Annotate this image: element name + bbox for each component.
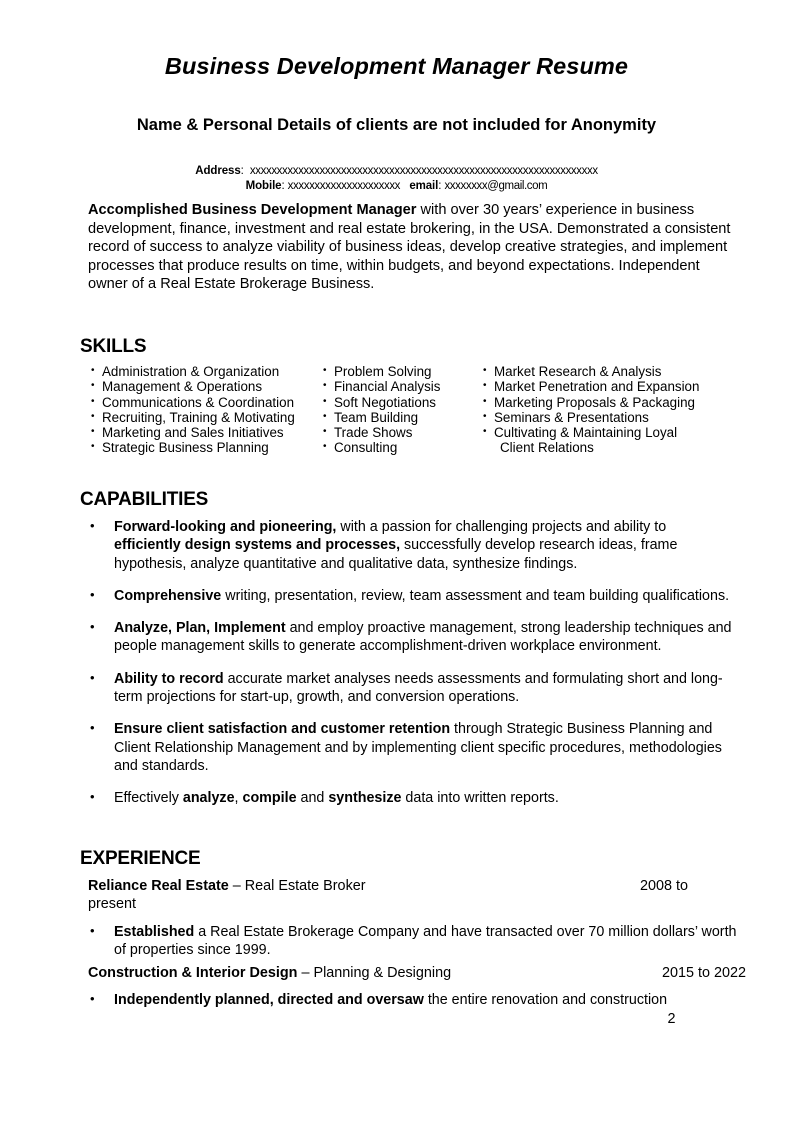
capability-text-second: successfully develop research ideas, frame hypothesis, analyze quantitative and qualitative data, synthesize findings. (114, 537, 678, 572)
capability-mid: , (234, 790, 243, 807)
experience-organization: Construction & Interior Design (88, 965, 298, 981)
profile-lead: Accomplished Business Development Manager (88, 202, 417, 218)
capability-text: writing, presentation, review, team assessment and team building qualifications. (221, 587, 730, 604)
capability-bold-lead: Forward-looking and pioneering, (114, 519, 337, 535)
section-heading-experience: EXPERIENCE (80, 848, 201, 869)
skill-item: • Administration & Organization (88, 364, 320, 379)
experience-bullet-text: the entire renovation and construction (423, 992, 668, 1009)
email-value: xxxxxxxx@gmail.com (444, 179, 548, 192)
skill-item: • Market Penetration and Expansion (480, 379, 704, 394)
skill-item: • Seminars & Presentations (480, 410, 704, 425)
capability-bold-lead: Comprehensive (114, 587, 222, 604)
address-value: xxxxxxxxxxxxxxxxxxxxxxxxxxxxxxxxxxxxxxxxxxxxxxxxxxxxxxxxxxxxxxxxx (249, 165, 598, 177)
capability-item (88, 670, 736, 707)
address-label: Address (195, 165, 241, 177)
capability-text: with a passion for challenging projects and ability to (336, 519, 667, 535)
capability-mid-second: and (296, 790, 329, 807)
skill-item: • Soft Negotiations (320, 395, 480, 410)
contact-address-line (60, 164, 733, 179)
experience-bullet-bold: Established (114, 923, 195, 940)
skill-item: • Consulting (320, 440, 480, 455)
capability-item (88, 587, 736, 605)
skill-item: • Recruiting, Training & Motivating (88, 410, 320, 425)
skills-column-1 (88, 364, 320, 456)
capability-bold-lead: Analyze, Plan, Implement (114, 620, 286, 637)
skill-item-continuation: Client Relations (500, 440, 594, 456)
capability-item (88, 619, 736, 656)
capability-bold-lead: Ability to record (114, 670, 224, 687)
experience-header (88, 877, 746, 895)
skill-item: • Financial Analysis (320, 379, 480, 394)
mobile-label: Mobile (245, 179, 282, 192)
capability-text: accurate market analyses needs assessments and formulating short and long-term projections for start-up, growth, and conversion operations. (114, 670, 723, 706)
experience-bullet-text: a Real Estate Brokerage Company and have transacted over 70 million dollars’ worth of properties since 1999. (114, 923, 737, 959)
capability-bold-lead: Ensure client satisfaction and customer retention (114, 721, 451, 738)
section-heading-skills: SKILLS (80, 336, 147, 357)
skill-item: • Marketing and Sales Initiatives (88, 425, 320, 440)
skills-columns (88, 364, 728, 456)
skill-item: • Marketing Proposals & Packaging (480, 395, 704, 410)
experience-role: – Planning & Designing (297, 965, 452, 981)
section-heading-capabilities: CAPABILITIES (80, 489, 209, 510)
mobile-value: xxxxxxxxxxxxxxxxxxxxx (287, 179, 401, 192)
email-label: email (409, 179, 439, 192)
skill-item: • Communications & Coordination (88, 395, 320, 410)
capability-item (88, 720, 736, 775)
experience-dates-wrap: present (88, 896, 136, 913)
capabilities-list (88, 518, 736, 808)
experience-header (88, 964, 746, 982)
contact-gap (400, 180, 409, 192)
skill-item: • Management & Operations (88, 379, 320, 394)
profile-summary (88, 201, 736, 294)
profile-body: with over 30 years’ experience in business development, finance, investment and real estate brokering, in the USA. Demonstrated a consistent record of success to analyze viability of business ideas, develop creative strategies, and implement processes that produce results on time, within budgets, and beyond expectations. Independent owner of a Real Estate Brokerage Business. (88, 202, 731, 293)
experience-bullets (88, 923, 746, 960)
skill-item: • Trade Shows (320, 425, 480, 440)
experience-dates: 2015 to 2022 (661, 965, 746, 981)
capability-item (88, 789, 736, 807)
capability-bold-second: compile (242, 790, 297, 807)
skills-column-2 (320, 364, 480, 456)
experience-entry (88, 964, 746, 1010)
anonymity-note: Name & Personal Details of clients are not included for Anonymity (136, 116, 657, 134)
capability-bold-lead: analyze (182, 790, 235, 807)
contact-block (60, 164, 733, 193)
skill-item: • Team Building (320, 410, 480, 425)
experience-bullet (88, 991, 746, 1009)
experience-dates: 2008 to (639, 878, 688, 894)
skill-item: • Market Research & Analysis (480, 364, 704, 379)
address-colon: : (240, 165, 250, 177)
page-number (275, 1011, 793, 1027)
skill-item: • Strategic Business Planning (88, 440, 320, 455)
capability-prefix: Effectively (114, 790, 183, 807)
document-title: Business Development Manager Resume (164, 53, 629, 79)
capability-bold-third: synthesize (328, 790, 402, 807)
skill-item: • Problem Solving (320, 364, 480, 379)
experience-organization: Reliance Real Estate (88, 878, 229, 894)
experience-bullet (88, 923, 746, 960)
capability-bold-second: efficiently design systems and processes, (114, 537, 401, 554)
capability-text: data into written reports. (401, 790, 559, 807)
skills-column-3 (480, 364, 704, 456)
page-number-value: 2 (667, 1011, 676, 1027)
skill-item: • Cultivating & Maintaining Loyal (480, 425, 704, 440)
email-colon: : (438, 179, 445, 192)
capability-text: and employ proactive management, strong leadership techniques and people management skills to generate accomplishment-driven workplace environment. (114, 620, 732, 655)
experience-bullets (88, 991, 746, 1009)
capability-item (88, 518, 736, 573)
capability-text: through Strategic Business Planning and Client Relationship Management and by implementing client specific procedures, methodologies and standards. (114, 721, 722, 774)
experience-entry (88, 877, 746, 959)
experience-role: – Real Estate Broker (228, 878, 366, 894)
mobile-colon: : (281, 179, 288, 192)
contact-mobile-line (60, 179, 733, 194)
experience-bullet-bold: Independently planned, directed and oversaw (114, 992, 424, 1009)
